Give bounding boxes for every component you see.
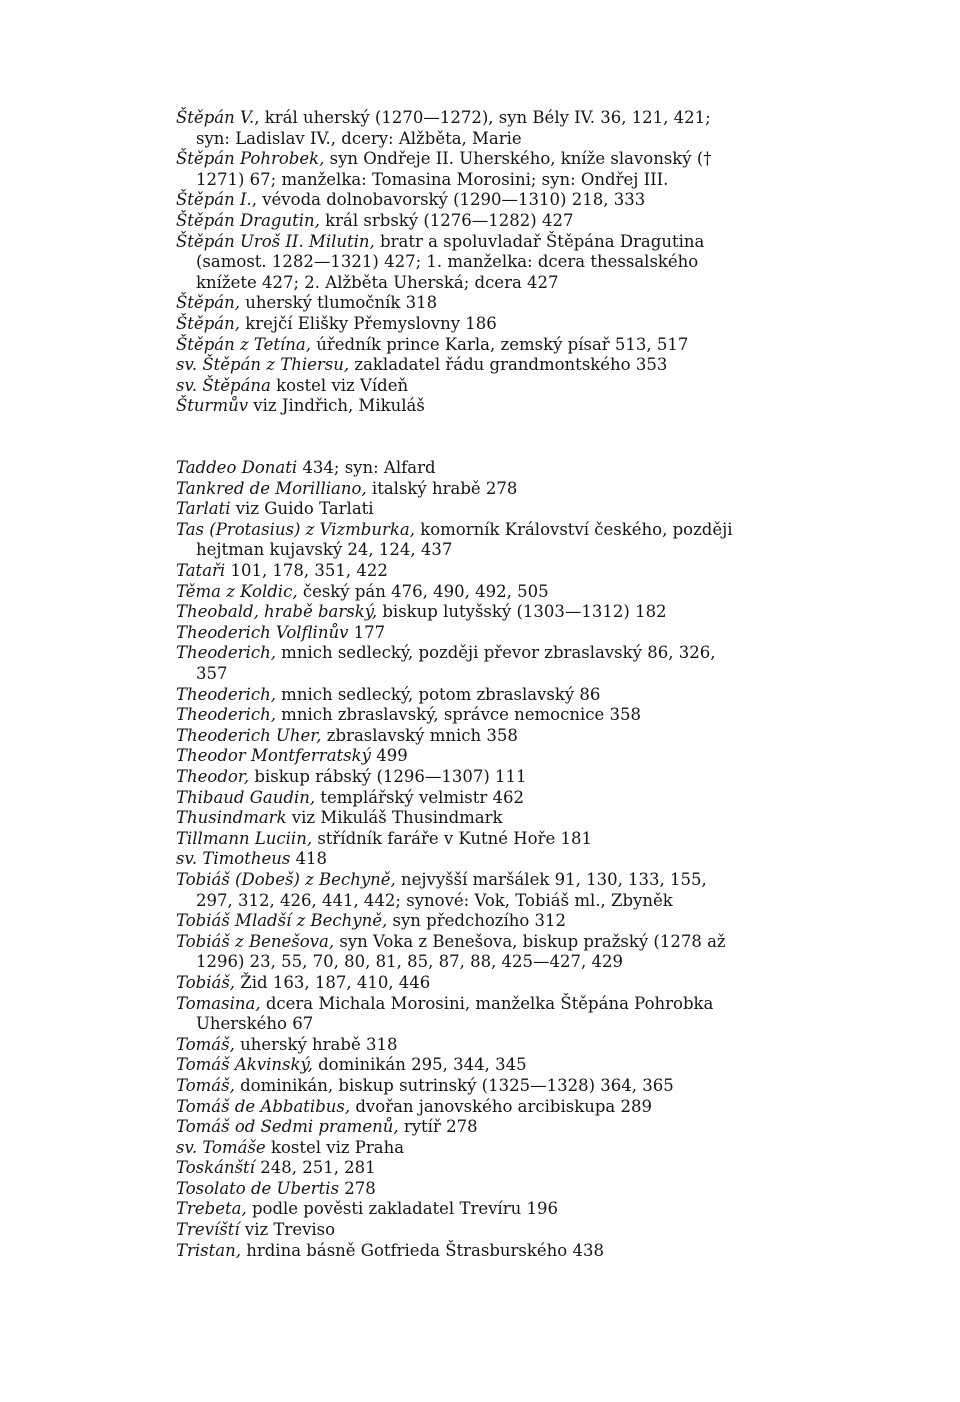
entry-term: Timotheus — [202, 849, 291, 869]
index-entry — [176, 1138, 736, 1159]
index-entry — [176, 870, 736, 911]
entry-description: Žid 163, 187, 410, 446 — [235, 972, 431, 992]
index-entry — [176, 1199, 736, 1220]
entry-description: mnich sedlecký, později převor zbraslavský 86, 326, 357 — [196, 643, 716, 684]
index-entry — [176, 1076, 736, 1097]
entry-description: kostel viz Praha — [265, 1137, 405, 1157]
entry-description: 434; syn: Alfard — [297, 458, 436, 478]
entry-term: Theodor, — [176, 767, 250, 786]
entry-term: Štěpán Uroš II. Milutin, — [176, 231, 375, 251]
entry-description: uherský tlumočník 318 — [239, 293, 438, 313]
entry-description: 248, 251, 281 — [254, 1158, 376, 1178]
entry-description: templářský velmistr 462 — [315, 787, 525, 807]
entry-description: viz Mikuláš Thusindmark — [286, 808, 503, 828]
entry-term: Theodor Montferratský — [176, 746, 371, 766]
index-entry — [176, 808, 736, 829]
index-entry — [176, 1158, 736, 1179]
entry-term: Tobiáš (Dobeš) z Bechyně, — [176, 869, 396, 889]
entry-description: biskup rábský (1296—1307) 111 — [249, 767, 527, 786]
entry-prefix: sv. — [176, 1137, 203, 1157]
entry-prefix: sv. — [176, 375, 203, 395]
index-entry — [176, 602, 736, 623]
entry-prefix: sv. — [176, 849, 203, 869]
index-entry — [176, 705, 736, 726]
entry-term: Tomáše — [202, 1137, 266, 1157]
index-entry — [176, 190, 736, 211]
entry-term: Theoderich, — [176, 643, 276, 663]
entry-term: Tomáš, — [176, 1034, 235, 1054]
index-entry — [176, 788, 736, 809]
entry-term: Thibaud Gaudin, — [176, 787, 316, 807]
entry-description: , král uherský (1270—1272), syn Bély IV. 36, 121, 421; syn: Ladislav IV., dcery: Alžběta, Marie — [196, 108, 711, 148]
entry-description: dvořan janovského arcibiskupa 289 — [350, 1096, 652, 1116]
entry-description: zbraslavský mnich 358 — [321, 725, 518, 745]
index-entry — [176, 211, 736, 232]
index-entry — [176, 355, 736, 376]
entry-term: Tankred de Morilliano, — [176, 478, 367, 498]
index-entry — [176, 746, 736, 767]
entry-term: Štěpán V. — [176, 108, 255, 127]
index-entry — [176, 1117, 736, 1138]
entry-term: Theoderich, — [176, 705, 276, 725]
entry-term: Štěpána — [202, 375, 271, 395]
entry-description: král srbský (1276—1282) 427 — [319, 210, 574, 230]
index-entry — [176, 479, 736, 500]
index-entry — [176, 994, 736, 1035]
entry-term: Toskánští — [176, 1158, 255, 1178]
index-entry — [176, 1035, 736, 1056]
index-entry — [176, 149, 736, 190]
index-entry — [176, 561, 736, 582]
entry-term: Štěpán z Tetína, — [176, 334, 312, 354]
index-entry — [176, 108, 736, 149]
entry-term: Šturmův — [176, 396, 249, 416]
entry-description: kostel viz Vídeň — [270, 375, 409, 395]
index-entry — [176, 1097, 736, 1118]
entry-description: viz Jindřich, Mikuláš — [248, 396, 425, 416]
index-entry — [176, 685, 736, 706]
entry-term: Tobiáš z Benešova, — [176, 931, 335, 951]
entry-description: nejvyšší maršálek 91, 130, 133, 155, 297, 312, 426, 441, 442; synové: Vok, Tobiáš ml., Zbyněk — [196, 869, 707, 910]
entry-term: Theoderich Volflinův — [176, 622, 349, 642]
entry-description: syn Ondřeje II. Uherského, kníže slavonský († 1271) 67; manželka: Tomasina Morosini; syn: Ondřej III. — [196, 149, 712, 189]
entry-term: Trebeta, — [176, 1199, 247, 1219]
index-page — [176, 108, 736, 1261]
entry-description: podle pověsti zakladatel Trevíru 196 — [246, 1199, 558, 1219]
entry-term: Tomáš od Sedmi pramenů, — [176, 1117, 399, 1137]
entry-term: Tomáš de Abbatibus, — [176, 1096, 351, 1116]
entry-term: Tristan, — [176, 1240, 241, 1260]
entry-term: Štěpán Pohrobek, — [176, 149, 325, 169]
entry-term: Theoderich Uher, — [176, 725, 322, 745]
entry-term: Theobald, hrabě barský, — [176, 602, 378, 622]
entry-description: , vévoda dolnobavorský (1290—1310) 218, 333 — [251, 190, 646, 210]
entry-description: 499 — [370, 746, 408, 766]
entry-description: dominikán 295, 344, 345 — [312, 1055, 527, 1075]
entry-term: Tas (Protasius) z Vizmburka, — [176, 519, 415, 539]
entry-term: Tomáš Akvinský, — [176, 1055, 313, 1075]
index-entry — [176, 376, 736, 397]
entry-description: viz Treviso — [239, 1220, 336, 1240]
index-entry — [176, 582, 736, 603]
entry-description: úředník prince Karla, zemský písař 513, 517 — [311, 334, 689, 354]
entry-term: Tataři — [176, 561, 226, 581]
entry-description: 418 — [290, 849, 328, 869]
entry-description: komorník Království českého, později hejtman kujavský 24, 124, 437 — [196, 519, 733, 560]
entry-term: Thusindmark — [176, 808, 287, 828]
entry-term: Tomáš, — [176, 1075, 235, 1095]
index-entry — [176, 623, 736, 644]
entry-description: 177 — [348, 622, 386, 642]
index-entry — [176, 973, 736, 994]
entry-term: Štěpán, — [176, 293, 240, 313]
index-entry — [176, 911, 736, 932]
index-entry — [176, 499, 736, 520]
entry-description: rytíř 278 — [398, 1117, 478, 1137]
index-entry — [176, 335, 736, 356]
index-entry — [176, 643, 736, 684]
section-gap — [176, 417, 736, 438]
entry-term: Tomasina, — [176, 993, 261, 1013]
index-entry — [176, 1220, 736, 1241]
entry-term: Taddeo Donati — [176, 458, 298, 478]
index-entry — [176, 849, 736, 870]
entry-term: Těma z Koldic, — [176, 581, 298, 601]
entry-description: krejčí Elišky Přemyslovny 186 — [239, 313, 497, 333]
entry-description: biskup lutyšský (1303—1312) 182 — [377, 602, 667, 622]
entry-description: syn Voka z Benešova, biskup pražský (1278 až 1296) 23, 55, 70, 80, 81, 85, 87, 88, 425—427, 429 — [196, 931, 726, 972]
entry-description: český pán 476, 490, 492, 505 — [297, 581, 549, 601]
index-entry — [176, 314, 736, 335]
entry-term: Trevíští — [176, 1220, 240, 1240]
index-entry — [176, 1055, 736, 1076]
entry-term: Štěpán z Thiersu, — [202, 355, 350, 375]
entry-description: mnich sedlecký, potom zbraslavský 86 — [275, 684, 601, 704]
entry-description: 278 — [339, 1178, 376, 1198]
entry-term: Štěpán Dragutin, — [176, 210, 320, 230]
section-gap — [176, 438, 736, 459]
index-entry — [176, 1179, 736, 1200]
index-entry — [176, 458, 736, 479]
entry-description: uherský hrabě 318 — [234, 1034, 398, 1054]
entry-term: Tillmann Luciin, — [176, 828, 313, 848]
index-entry — [176, 726, 736, 747]
index-entry — [176, 767, 736, 788]
entry-term: Tosolato de Ubertis — [176, 1178, 340, 1198]
entry-description: viz Guido Tarlati — [230, 499, 374, 519]
entry-description: 101, 178, 351, 422 — [225, 561, 388, 581]
entry-term: Theoderich, — [176, 684, 276, 704]
entry-term: Tobiáš Mladší z Bechyně, — [176, 911, 388, 931]
entry-term: Tobiáš, — [176, 972, 236, 992]
entry-description: italský hrabě 278 — [366, 478, 518, 498]
entry-prefix: sv. — [176, 355, 203, 375]
index-entry — [176, 1241, 736, 1262]
index-entry — [176, 829, 736, 850]
index-entry — [176, 232, 736, 294]
index-section-t — [176, 458, 736, 1261]
entry-description: dcera Michala Morosini, manželka Štěpána Pohrobka Uherského 67 — [196, 993, 714, 1034]
index-entry — [176, 396, 736, 417]
entry-term: Tarlati — [176, 499, 231, 519]
index-entry — [176, 293, 736, 314]
entry-term: Štěpán I. — [176, 190, 252, 210]
entry-description: zakladatel řádu grandmontského 353 — [349, 355, 668, 375]
entry-description: syn předchozího 312 — [387, 911, 567, 931]
entry-description: mnich zbraslavský, správce nemocnice 358 — [275, 705, 641, 725]
index-section-s — [176, 108, 736, 417]
entry-description: střídník faráře v Kutné Hoře 181 — [312, 828, 592, 848]
entry-description: bratr a spoluvladař Štěpána Dragutina (samost. 1282—1321) 427; 1. manželka: dcera thessalského knížete 427; 2. Alžběta Uherská; dcera 427 — [196, 231, 705, 292]
entry-term: Štěpán, — [176, 313, 240, 333]
entry-description: hrdina básně Gotfrieda Štrasburského 438 — [240, 1240, 604, 1260]
index-entry — [176, 520, 736, 561]
entry-description: dominikán, biskup sutrinský (1325—1328) 364, 365 — [234, 1075, 674, 1095]
index-entry — [176, 932, 736, 973]
